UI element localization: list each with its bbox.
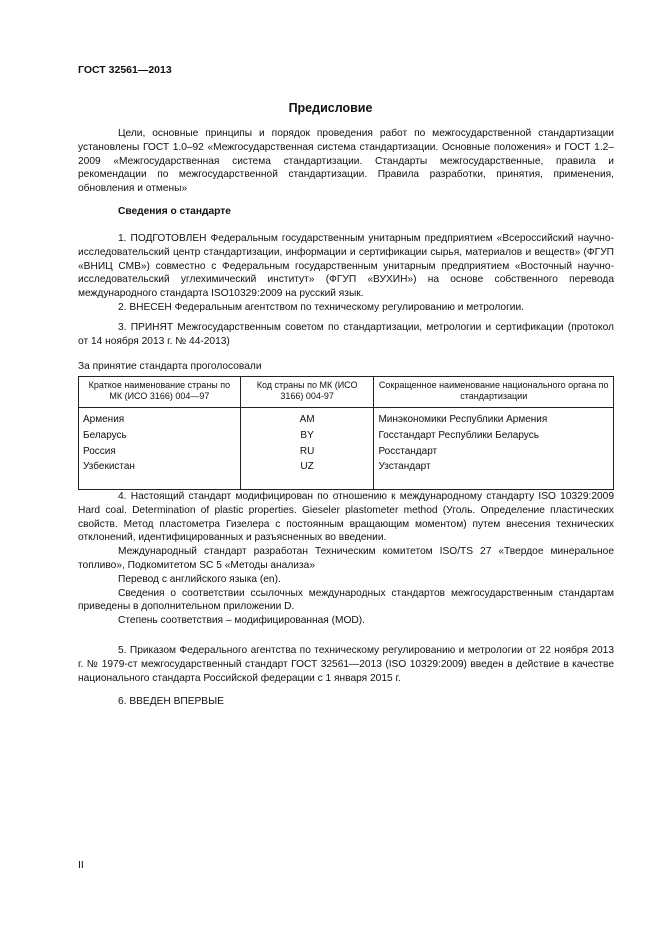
cell-body: Минэкономики Республики Армения xyxy=(374,408,614,428)
intro-paragraph: Цели, основные принципы и порядок проведения работ по межгосударственной стандартизации установлены ГОСТ 1.0–92 «Межгосударственная система стандартизации. Основные положения» и ГОСТ 1.2–2009 «Межгосударственная система стандартизации. Стандарты межгосударственные, правила и рекомендации по межгосударственной стандартизации. Правила разработки, принятия, применения, обновления и отмены» xyxy=(78,128,614,195)
item-1-paragraph: 1. ПОДГОТОВЛЕН Федеральным государственным унитарным предприятием «Всероссийский научно-исследовательский центр стандартизации, информации и сертификации сырья, материалов и веществ» (ФГУП «ВНИЦ СМВ») совместно с Федеральным государственным унитарным предприятием «Восточный научно-исследовательский углехимический институт» (ФГУП «ВУХИН») на основе собственного перевода международного стандарта ISO10329:2009 на русский язык. xyxy=(78,233,614,300)
cell-country: Армения xyxy=(79,408,241,428)
header-country: Краткое наименование страны по МК (ИСО 3166) 004—97 xyxy=(79,377,241,408)
items-1-2-block xyxy=(78,232,614,315)
intro-block xyxy=(78,127,614,196)
item-6-block xyxy=(78,695,614,709)
cell-body: Росстандарт xyxy=(374,444,614,460)
item-4-references: Сведения о соответствии ссылочных международных стандартов межгосударственным стандартам приведены в дополнительном приложении D. xyxy=(78,587,614,613)
cell-code: AM xyxy=(240,408,374,428)
item-5-paragraph: 5. Приказом Федерального агентства по техническому регулированию и метрологии от 22 ноября 2013 г. № 1979-ст межгосударственный стандарт ГОСТ 32561—2013 (ISO 10329:2009) введен в действие в качестве национального стандарта Российской федерации с 1 января 2015 г. xyxy=(78,645,614,684)
cell-code: BY xyxy=(240,428,374,444)
table-header-row xyxy=(79,377,614,408)
cell-code: RU xyxy=(240,444,374,460)
standard-code-header: ГОСТ 32561—2013 xyxy=(78,64,172,76)
vote-caption-block xyxy=(78,360,614,374)
header-body: Сокращенное наименование национального органа по стандартизации xyxy=(374,377,614,408)
item-4-degree: Степень соответствия – модифицированная (MOD). xyxy=(118,615,366,627)
vote-caption: За принятие стандарта проголосовали xyxy=(78,361,262,372)
table-row xyxy=(79,408,614,428)
section-title: Предисловие xyxy=(288,101,373,115)
cell-body: Госстандарт Республики Беларусь xyxy=(374,428,614,444)
item-4-paragraph: 4. Настоящий стандарт модифицирован по отношению к международному стандарту ISO 10329:2009 Hard coal. Determination of plastic properties. Gieseler plastometer method (Уголь. Определение пластических свойств. Метод пластометра Гизелера с постоянным вращающим моментом) путем внесения технических отклонений, идентифицированных и разъясненных во введении. xyxy=(78,491,614,544)
cell-country: Беларусь xyxy=(79,428,241,444)
info-heading-block xyxy=(78,205,614,219)
item-4-translation: Перевод с английского языка (en). xyxy=(118,573,281,585)
cell-body: Узстандарт xyxy=(374,459,614,489)
info-heading: Сведения о стандарте xyxy=(118,206,231,217)
item-6-paragraph: 6. ВВЕДЕН ВПЕРВЫЕ xyxy=(118,696,224,707)
table-row xyxy=(79,428,614,444)
item-5-block xyxy=(78,644,614,685)
item-2-paragraph: 2. ВНЕСЕН Федеральным агентством по техническому регулированию и метрологии. xyxy=(118,301,525,313)
page-number: II xyxy=(78,859,84,871)
item-4-committee: Международный стандарт разработан Техническим комитетом ISO/TS 27 «Твердое минеральное топливо», Подкомитетом SC 5 «Методы анализа» xyxy=(78,546,614,571)
item-3-block xyxy=(78,321,614,349)
table-row xyxy=(79,444,614,460)
cell-country: Россия xyxy=(79,444,241,460)
item-4-block xyxy=(78,490,614,628)
cell-country: Узбекистан xyxy=(79,459,241,489)
item-3-paragraph: 3. ПРИНЯТ Межгосударственным советом по стандартизации, метрологии и сертификации (протокол от 14 ноября 2013 г. № 44-2013) xyxy=(78,322,614,347)
table-row xyxy=(79,459,614,489)
header-code: Код страны по МК (ИСО 3166) 004-97 xyxy=(240,377,374,408)
cell-code: UZ xyxy=(240,459,374,489)
voting-table xyxy=(78,376,614,490)
